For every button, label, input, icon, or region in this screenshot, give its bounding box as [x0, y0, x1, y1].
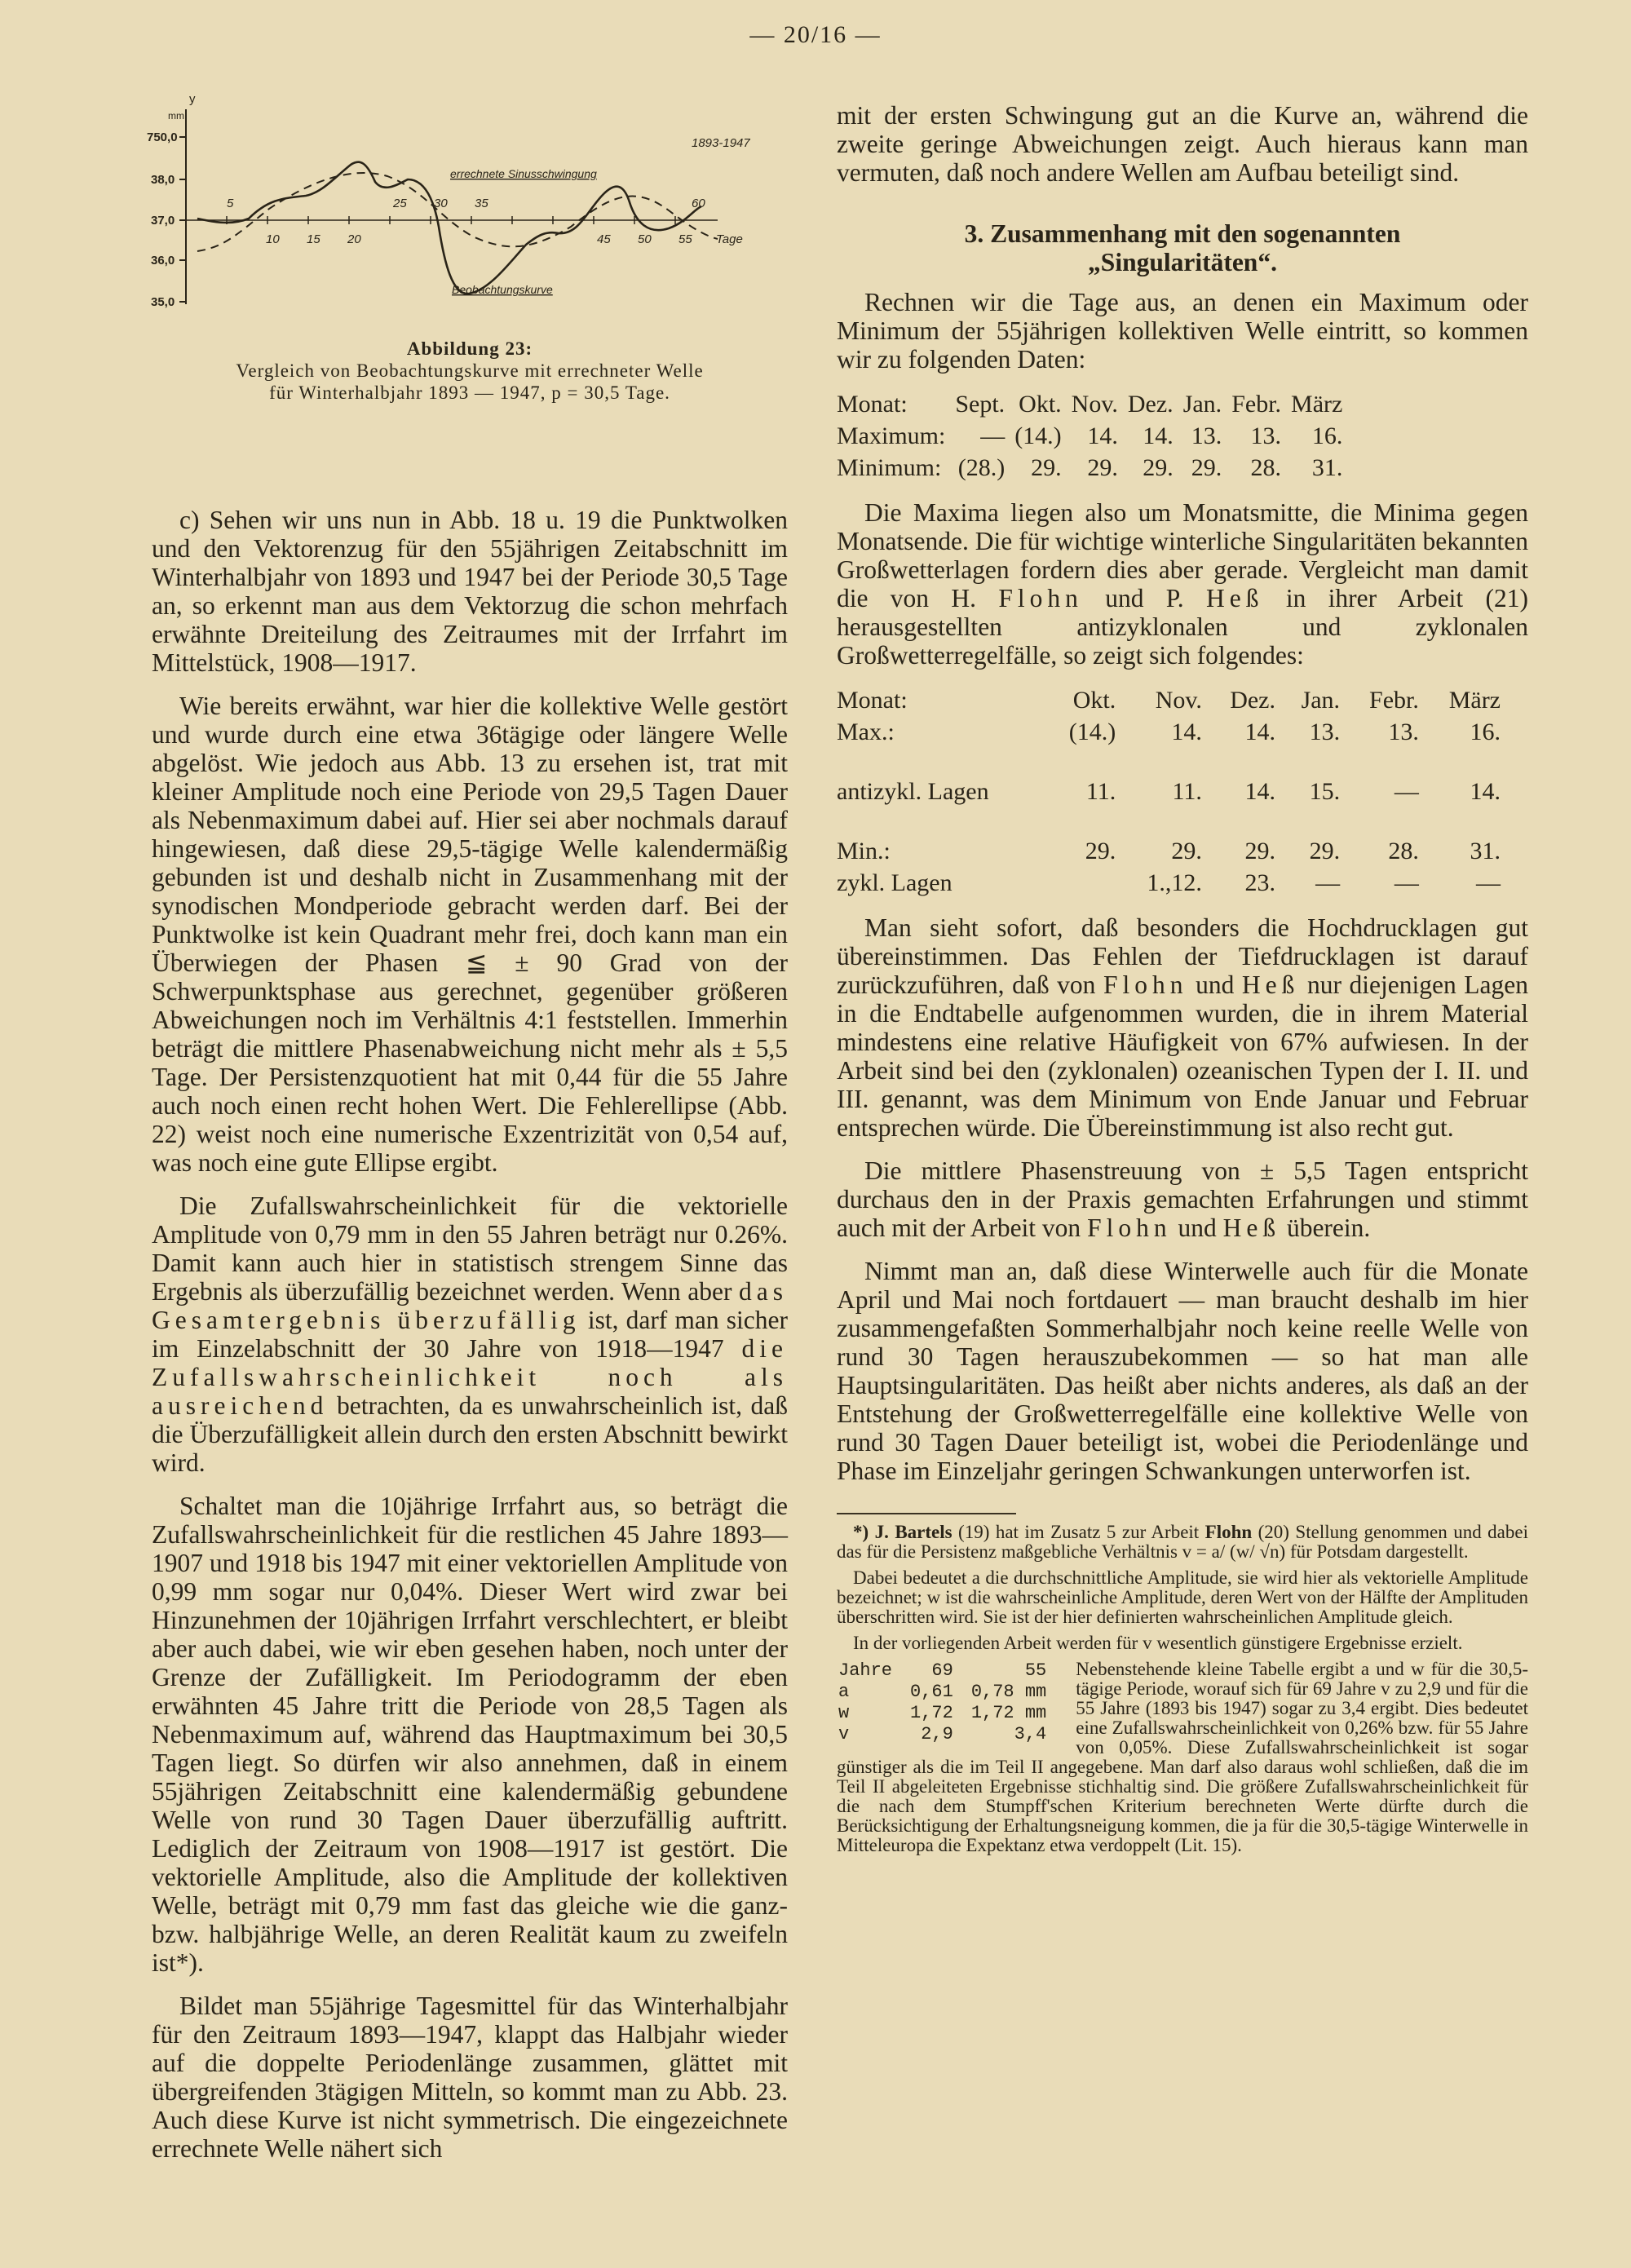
table-header-row: Jahre 69 55 — [838, 1660, 1047, 1681]
x-tick-label: 35 — [475, 197, 488, 210]
paragraph: Man sieht sofort, daß besonders die Hochdrucklagen gut übereinstimmen. Das Fehlen der Tiefdrucklagen ist darauf zurückzuführen, daß von Flohn und Heß nur diejenigen Lagen in die Endtabelle aufgenommen wurden, die in ihrem Material mindestens eine relative Häufigkeit von 67% aufwiesen. In der Arbeit sind bei den (zyklonalen) ozeanischen Typen der I. II. und III. genannt, was dem Minimum von Ende Januar und Februar entsprechen würde. Die Übereinstimmung ist also recht gut. — [837, 913, 1528, 1142]
paragraph: Die mittlere Phasenstreuung von ± 5,5 Tagen entspricht durchaus den in der Praxis gemachten Erfahrungen und stimmt auch mit der Arbeit von Flohn und Heß überein. — [837, 1156, 1528, 1242]
x-tick-label: 50 — [638, 232, 652, 246]
x-tick-label: 25 — [393, 197, 407, 210]
paragraph: Schaltet man die 10jährige Irrfahrt aus, so beträgt die Zufallswahrscheinlichkeit für die restlichen 45 Jahre 1893—1907 und 1918 bis 1947 mit einer vektoriellen Amplitude von 0,99 mm sogar nur 0,04%. Dieser Wert wird zwar bei Hinzunehmen der 10jährigen Irrfahrt verschlechtert, er bleibt aber auch dabei, wie wir eben gesehen haben, noch unter der Grenze der Zufälligkeit. Im Periodogramm der eben erwähnten 45 Jahre tritt die Periode von 28,5 Tagen als Nebenmaximum auf, während das Hauptmaximum bei 30,5 Tagen liegt. So dürfen wir also annehmen, daß in einem 55jährigen Zeitabschnitt eine kalendermäßig gebundene Welle von rund 30 Tagen Dauer überzufällig auftritt. Lediglich der Zeitraum von 1908—1917 ist gestört. Die vektorielle Amplitude, also die Amplitude der kollektiven Welle, beträgt mit 0,79 mm fast das gleiche wie die ganz- bzw. halbjährige Welle, an deren Realität kaum zu zweifeln ist*). — [152, 1492, 788, 1977]
table-row: Min.: 29. 29. 29. 29. 28. 31. — [837, 838, 1501, 864]
y-tick-label: 38,0 — [151, 173, 175, 187]
section-heading: 3. Zusammenhang mit den sogenannten „Singularitäten“. — [964, 219, 1401, 276]
observed-curve-label: Beobachtungskurve — [452, 283, 553, 296]
y-tick-label: 37,0 — [151, 214, 175, 228]
x-tick-label: 20 — [347, 232, 361, 246]
y-tick-label: 36,0 — [151, 254, 175, 267]
footnote — [837, 1523, 1528, 1855]
right-column — [837, 101, 1528, 1855]
x-tick-label: 10 — [266, 232, 280, 246]
table-row: v 2,9 3,4 — [838, 1724, 1047, 1744]
left-column — [152, 506, 788, 2177]
x-tick-label: 30 — [434, 197, 448, 210]
paragraph: Wie bereits erwähnt, war hier die kollektive Welle gestört und wurde durch eine etwa 36tägige oder längere Welle abgelöst. Wie jedoch aus Abb. 13 zu ersehen ist, trat mit kleiner Amplitude noch eine Periode von 29,5 Tagen Dauer als Nebenmaximum dabei auf. Hier sei aber nochmals darauf hingewiesen, daß diese 29,5-tägige Welle kalendermäßig gebunden ist und deshalb nicht in Zusammenhang mit der synodischen Mondperiode gebracht werden darf. Bei der Punktwolke ist kein Quadrant mehr frei, doch kann man ein Überwiegen der Phasen ≦ ± 90 Grad von der Schwerpunktsphase aus gerechnet, gegenüber größeren Abweichungen noch im Verhältnis 4:1 feststellen. Immerhin beträgt die mittlere Phasenabweichung nicht mehr als ± 5,5 Tage. Der Persistenzquotient hat mit 0,44 für die 55 Jahre auch noch einen recht hohen Wert. Die Fehlerellipse (Abb. 22) weist noch eine numerische Exzentrizität von 0,54 auf, was noch eine gute Ellipse ergibt. — [152, 692, 788, 1177]
x-axis-label: Tage — [716, 232, 743, 246]
x-tick-label: 45 — [597, 232, 611, 246]
emphasized-text: die Zufallswahrscheinlichkeit noch als ausreichend — [152, 1334, 788, 1420]
caption-line: Vergleich von Beobachtungskurve mit errechneter Welle — [236, 360, 704, 381]
table-row: w 1,72 1,72 mm — [838, 1703, 1047, 1723]
paragraph: Die Zufallswahrscheinlichkeit für die vektorielle Amplitude von 0,79 mm in den 55 Jahren beträgt nur 0.26%. Damit kann auch hier in statistisch strengem Sinne das Ergebnis als überzufällig bezeichnet werden. Wenn aber das Gesamtergebnis überzufällig ist, darf man sicher im Einzelabschnitt der 30 Jahre von 1918—1947 die Zufallswahrscheinlichkeit noch als ausreichend betrachten, da es unwahrscheinlich ist, daß die Überzufälligkeit allein durch den ersten Abschnitt bewirkt wird. — [152, 1191, 789, 1477]
page-number: — 20/16 — — [749, 21, 882, 48]
wave-comparison-figure — [147, 88, 791, 325]
paragraph: Die Maxima liegen also um Monatsmitte, die Minima gegen Monatsende. Die für wichtige winterliche Singularitäten bekannten Großwetterlagen fordern dies aber gerade. Vergleicht man damit die von H. Flohn und P. Heß in ihrer Arbeit (21) herausgestellten antizyklonalen und zyklonalen Großwetterregelfälle, so zeigt sich folgendes: — [837, 498, 1528, 670]
amplitude-table — [837, 1660, 1056, 1746]
footnote-paragraph: Dabei bedeutet a die durchschnittliche Amplitude, sie wird hier als vektorielle Amplitude bezeichnet; w ist die wahrscheinliche Amplitude, deren Wert von der Hälfte der Amplituden überschritten wird. Sie ist der hier definierten wahrscheinlichen Amplitude gleich. — [837, 1567, 1528, 1627]
paragraph: Rechnen wir die Tage aus, an denen ein Maximum oder Minimum der 55jährigen kollektiven Welle eintritt, so kommen wir zu folgenden Daten: — [837, 288, 1528, 374]
caption-line: für Winterhalbjahr 1893 — 1947, p = 30,5 Tage. — [269, 382, 670, 403]
footnote-paragraph: Nebenstehende kleine Tabelle ergibt a und w für die 30,5-tägige Periode, worauf sich für 69 Jahre v zu 2,9 und für die 55 Jahre (1893 bis 1947) sogar zu 3,4 ergibt. Dies bedeutet eine Zufallswahrscheinlichkeit von 0,26% bzw. für 55 Jahre von 0,05%. Diese Zufallswahrscheinlichkeit ist sogar günstiger als die im Teil II angegebene. Man darf also daraus wohl schließen, daß die im Teil II abgeleiteten Ergebnisse stichhaltig sind. Die größere Zufallswahrscheinlichkeit für die nach dem Stumpff'schen Kriterium berechneten Werte dürfte durch die Berücksichtigung der Erhaltungsneigung kommen, die ja für die 30,5-tägige Winterwelle in Mitteleuropa die Expektanz etwa verdoppelt (Lit. 15). — [837, 1660, 1528, 1855]
footnote-paragraph: *) J. Bartels (19) hat im Zusatz 5 zur Arbeit Flohn (20) Stellung genommen und dabei das für die Persistenz maßgebliche Verhältnis v = a/ (w/ √n) für Potsdam dargestellt. — [837, 1522, 1528, 1562]
sine-curve-label: errechnete Sinusschwingung — [450, 167, 597, 180]
paragraph: Nimmt man an, daß diese Winterwelle auch für die Monate April und Mai noch fortdauert — man braucht deshalb im hier zusammengefaßten Sommerhalbjahr noch keine reelle Welle von rund 30 Tagen herauszubekommen — so hat man alle Hauptsingularitäten. Das heißt aber nichts anderes, als daß an der Entstehung der Großwetterregelfälle eine kollektive Welle von rund 30 Tagen Dauer beteiligt ist, wobei die Periodenlänge und Phase im Einzeljahr geringen Schwankungen unterworfen ist. — [837, 1257, 1528, 1485]
table-header-row: Monat: Sept. Okt. Nov. Dez. Jan. Febr. März — [837, 391, 1343, 418]
table-row: antizykl. Lagen 11. 11. 14. 15. — 14. — [837, 778, 1501, 805]
table-row: Max.: (14.) 14. 14. 13. 13. 16. — [837, 718, 1501, 745]
paragraph: c) Sehen wir uns nun in Abb. 18 u. 19 die Punktwolken und den Vektorenzug für den 55jährigen Zeitabschnitt im Winterhalbjahr von 1893 und 1947 bei der Periode 30,5 Tage an, so erkennt man aus dem Vektorzug die schon mehrfach erwähnte Dreiteilung des Zeitraumes mit der Irrfahrt im Mittelstück, 1908—1917. — [152, 506, 788, 677]
x-tick-label: 55 — [678, 232, 692, 246]
footnote-divider — [837, 1513, 1016, 1514]
caption-title: Abbildung 23: — [406, 338, 533, 359]
observed-curve — [197, 162, 701, 294]
table-row: zykl. Lagen 1.,12. 23. — — — — [837, 869, 1501, 896]
paragraph: Bildet man 55jährige Tagesmittel für das Winterhalbjahr für den Zeitraum 1893—1947, klappt das Halbjahr wieder auf die doppelte Periodenlänge zusammen, glättet mit übergreifenden 3tägigen Mitteln, so kommt man zu Abb. 23. Auch diese Kurve ist nicht symmetrisch. Die eingezeichnete errechnete Welle nähert sich — [152, 1992, 788, 2163]
paragraph: mit der ersten Schwingung gut an die Kurve an, während die zweite geringe Abweichungen zeigt. Auch hieraus kann man vermuten, daß noch andere Wellen am Aufbau beteiligt sind. — [837, 101, 1528, 187]
table-row: Maximum: — (14.) 14. 14. 13. 13. 16. — [837, 422, 1343, 449]
y-tick-label: 750,0 — [147, 130, 178, 144]
y-tick-label: 35,0 — [151, 295, 175, 309]
max-min-table — [837, 388, 1347, 484]
x-tick-label: 15 — [307, 232, 320, 246]
x-tick-label: 60 — [692, 197, 705, 210]
period-label: 1893-1947 — [692, 136, 750, 150]
footnote-table-block — [837, 1660, 1528, 1855]
weather-situations-table — [837, 684, 1505, 899]
x-tick-label: 5 — [227, 197, 234, 210]
figure-caption — [152, 338, 788, 404]
table-row: Minimum: (28.) 29. 29. 29. 29. 28. 31. — [837, 454, 1343, 481]
table-row: a 0,61 0,78 mm — [838, 1682, 1047, 1702]
footnote-paragraph: In der vorliegenden Arbeit werden für v wesentlich günstigere Ergebnisse erzielt. — [853, 1633, 1463, 1653]
y-axis-label: y — [189, 92, 196, 106]
emphasized-text: das Gesamtergebnis überzufällig — [152, 1277, 788, 1334]
y-unit-label: mm — [168, 110, 184, 122]
y-ticks — [147, 130, 186, 309]
table-header-row: Monat: Okt. Nov. Dez. Jan. Febr. März — [837, 687, 1501, 714]
